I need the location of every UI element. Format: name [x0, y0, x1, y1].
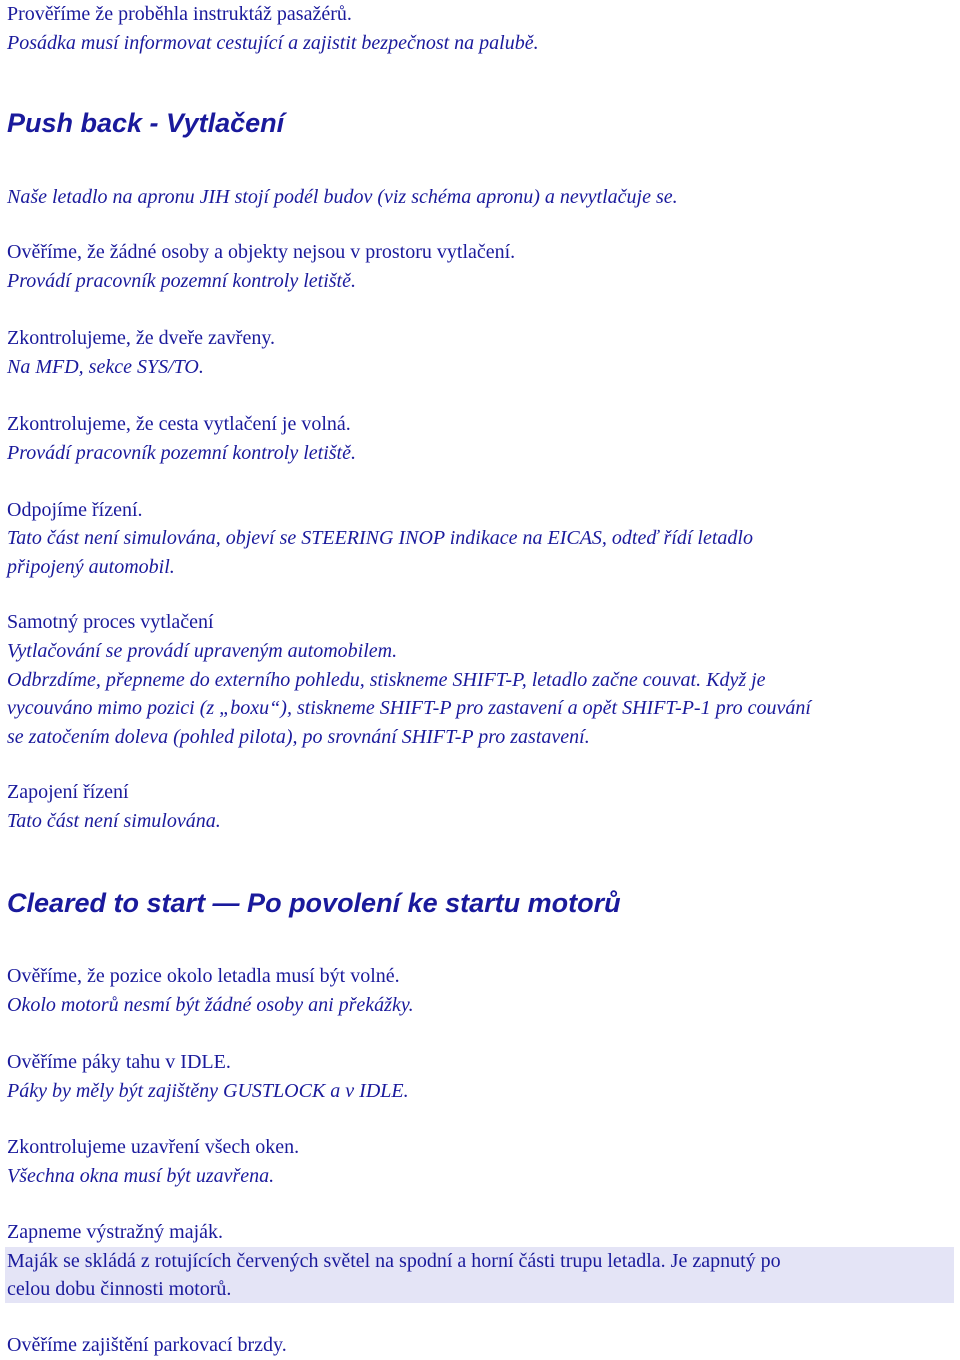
pushback-line: Zkontrolujeme, že dveře zavřeny.: [7, 327, 276, 349]
start-line: Všechna okna musí být uzavřena.: [7, 1165, 275, 1187]
pushback-line: vycouváno mimo pozici (z „boxu“), stiskneme SHIFT-P pro zastavení a opět SHIFT-P-1 pro couvání: [7, 697, 811, 719]
pushback-line: Odpojíme řízení.: [7, 499, 143, 521]
section-heading-pushback: Push back - Vytlačení: [7, 108, 285, 138]
start-line: Ověříme zajištění parkovací brzdy.: [7, 1334, 287, 1356]
pushback-line: Odbrzdíme, přepneme do externího pohledu, stiskneme SHIFT-P, letadlo začne couvat. Když je: [7, 669, 766, 691]
pushback-line: Zkontrolujeme, že cesta vytlačení je volná.: [7, 413, 351, 435]
start-line: Maják se skládá z rotujících červených světel na spodní a horní části trupu letadla. Je zapnutý po: [7, 1250, 781, 1272]
pushback-line: Na MFD, sekce SYS/TO.: [7, 356, 204, 378]
intro-line: Prověříme že proběhla instruktáž pasažérů.: [7, 3, 352, 25]
start-line: Okolo motorů nesmí být žádné osoby ani překážky.: [7, 994, 414, 1016]
section-heading-start: Cleared to start — Po povolení ke startu motorů: [7, 888, 621, 918]
pushback-line: Ověříme, že žádné osoby a objekty nejsou v prostoru vytlačení.: [7, 241, 516, 263]
pushback-line: Tato část není simulována.: [7, 810, 221, 832]
start-line: Páky by měly být zajištěny GUSTLOCK a v IDLE.: [7, 1080, 409, 1102]
intro-line: Posádka musí informovat cestující a zajistit bezpečnost na palubě.: [7, 32, 539, 54]
pushback-line: Provádí pracovník pozemní kontroly letiště.: [7, 270, 356, 292]
start-line: Ověříme páky tahu v IDLE.: [7, 1051, 231, 1073]
pushback-line: připojený automobil.: [7, 556, 175, 578]
start-line: Ověříme, že pozice okolo letadla musí být volné.: [7, 965, 400, 987]
start-line: Zapneme výstražný maják.: [7, 1221, 224, 1243]
pushback-line: Samotný proces vytlačení: [7, 611, 214, 633]
pushback-line: Naše letadlo na apronu JIH stojí podél budov (viz schéma apronu) a nevytlačuje se.: [7, 186, 678, 208]
pushback-line: Vytlačování se provádí upraveným automobilem.: [7, 640, 398, 662]
pushback-line: se zatočením doleva (pohled pilota), po srovnání SHIFT-P pro zastavení.: [7, 726, 590, 748]
pushback-line: Zapojení řízení: [7, 781, 129, 803]
pushback-line: Provádí pracovník pozemní kontroly letiště.: [7, 442, 356, 464]
start-line: celou dobu činnosti motorů.: [7, 1278, 232, 1300]
start-line: Zkontrolujeme uzavření všech oken.: [7, 1136, 300, 1158]
pushback-line: Tato část není simulována, objeví se STEERING INOP indikace na EICAS, odteď řídí letadlo: [7, 527, 753, 549]
